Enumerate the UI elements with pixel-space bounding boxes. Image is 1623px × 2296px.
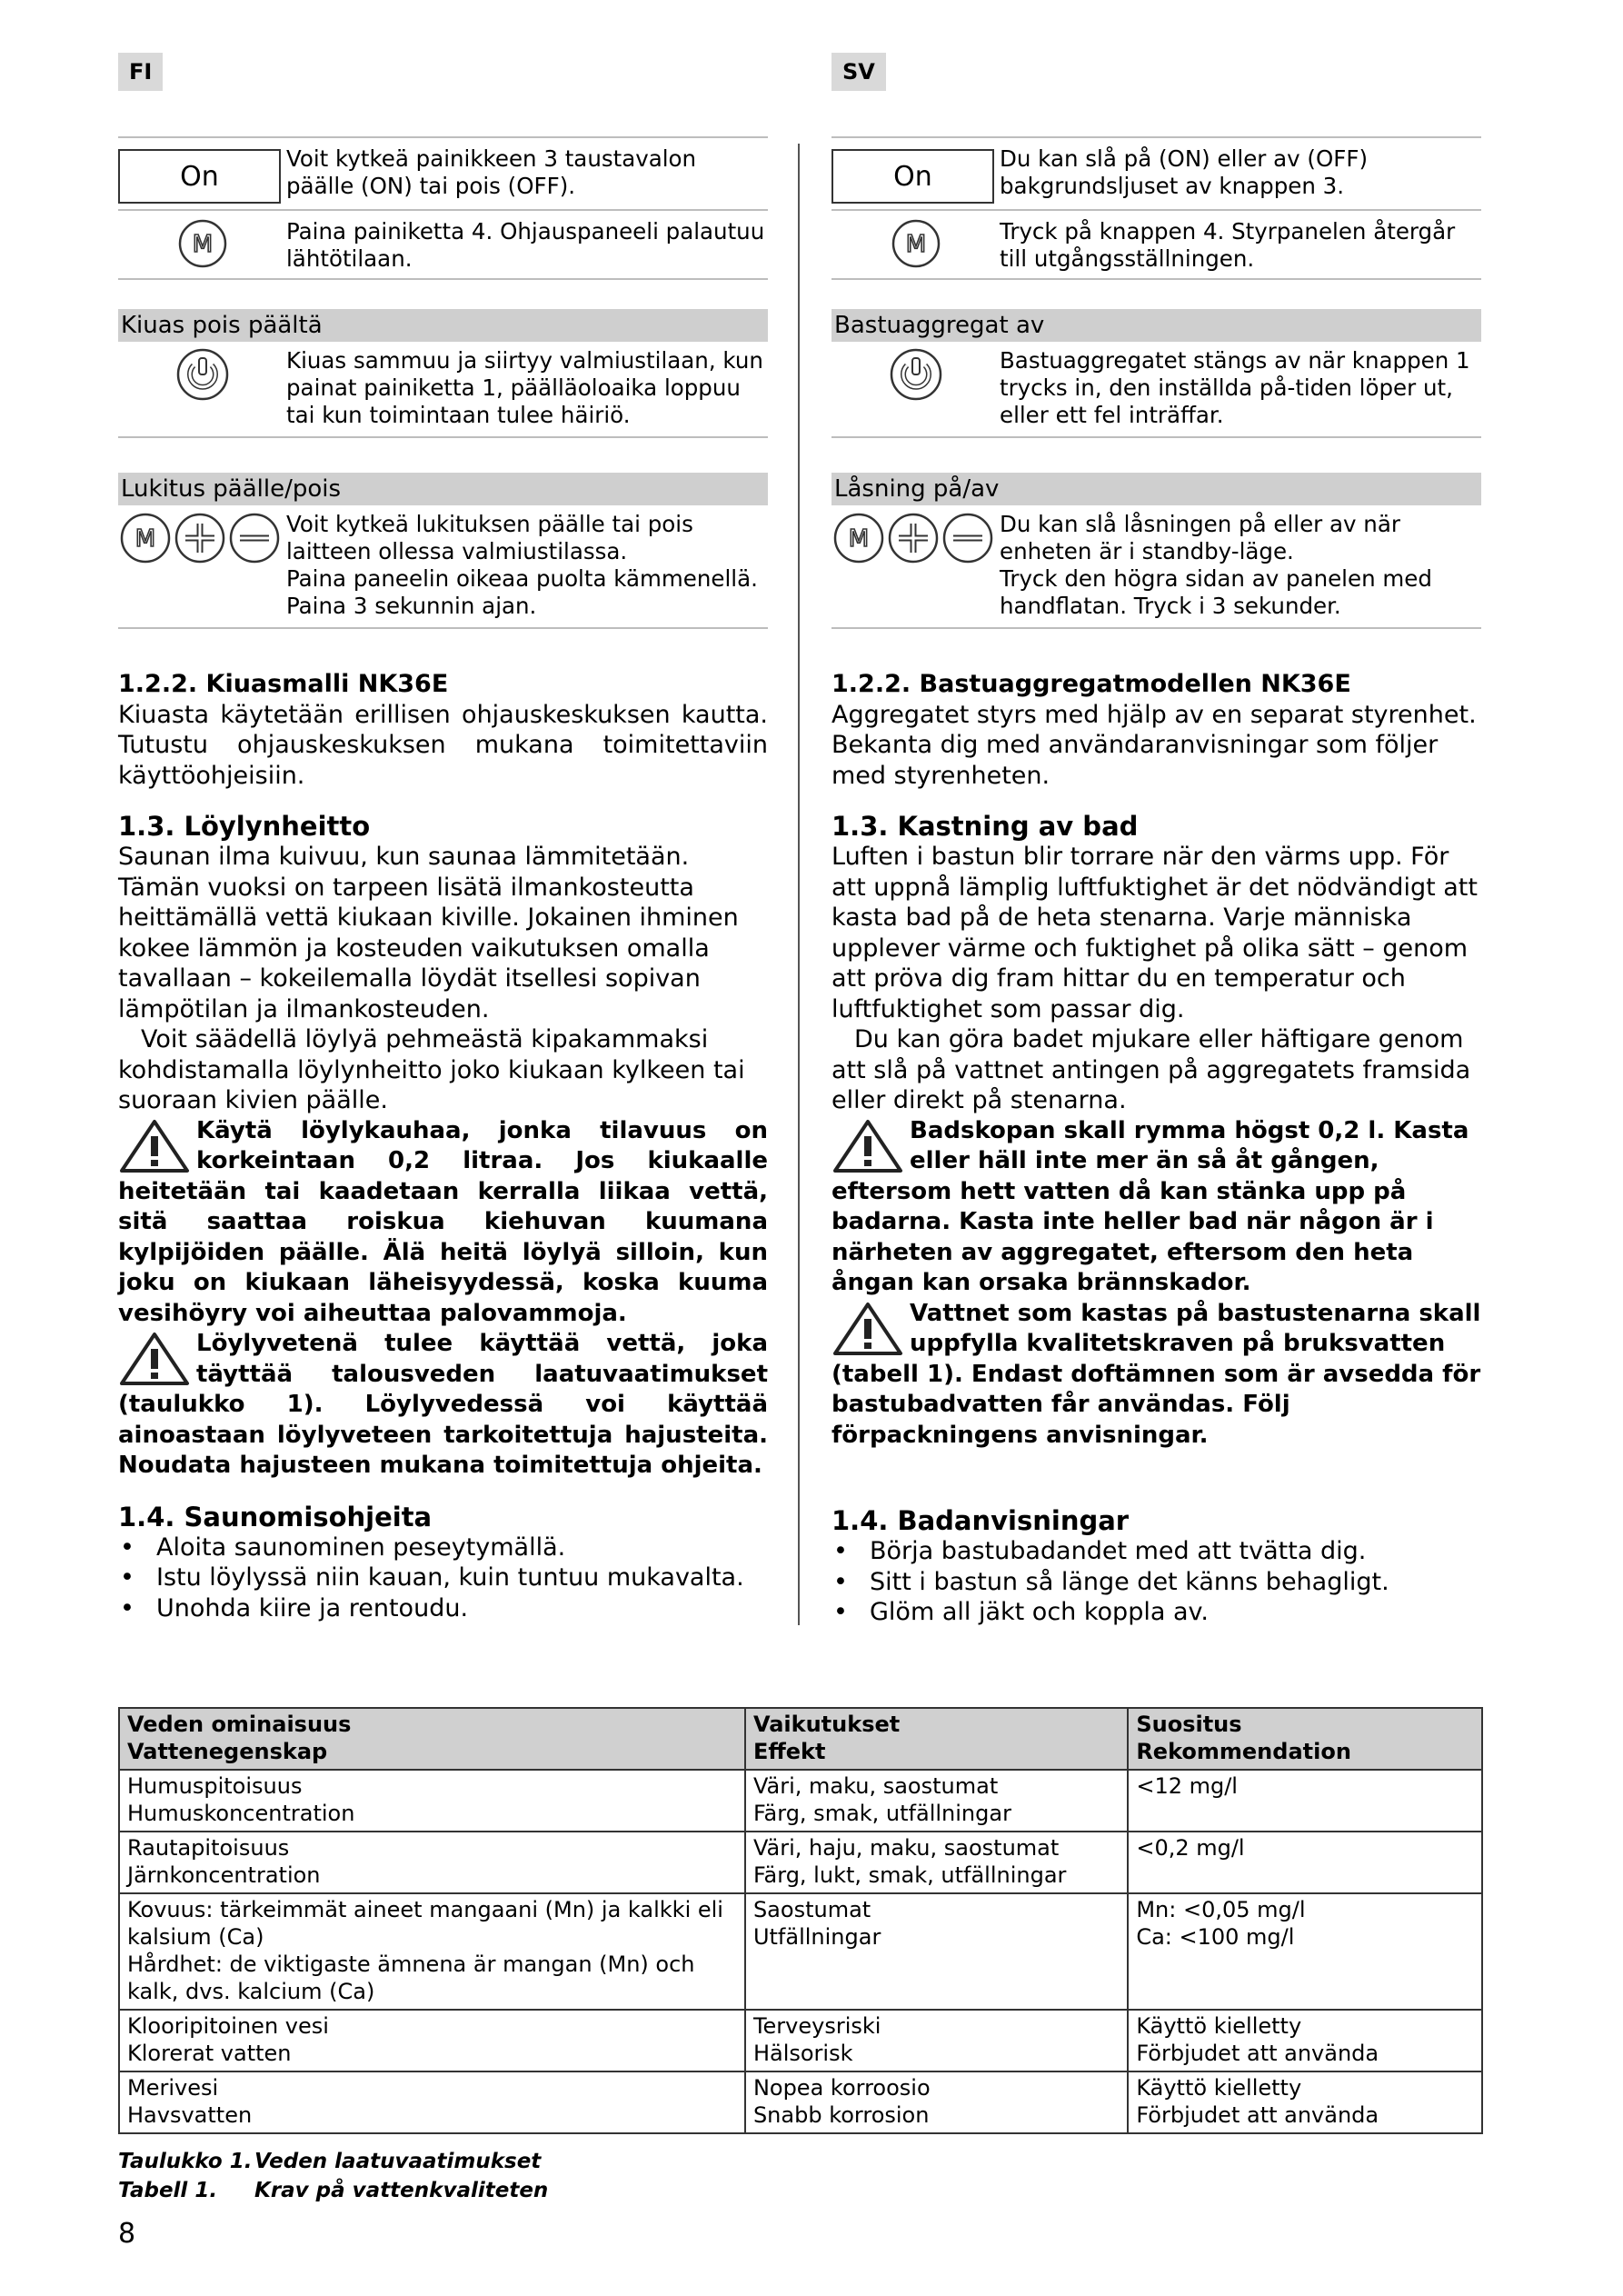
menu-text: Tryck på knappen 4. Styrpanelen återgår till utgångsställningen.	[1000, 218, 1456, 272]
list-item: • Börja bastubadandet med att tvätta dig.	[831, 1536, 1481, 1567]
heater-off-title: Bastuaggregat av	[831, 309, 1481, 342]
backlight-text: Voit kytkeä painikkeen 3 taustavalon päälle (ON) tai pois (OFF).	[286, 145, 697, 199]
steam-paragraph-2: Du kan göra badet mjukare eller häftigare genom att slå på vattnet antingen på aggregatets framsida eller direkt på stenarna.	[831, 1025, 1471, 1114]
heater-off-row	[831, 342, 1481, 438]
table-header-cell: Vaikutukset Effekt	[745, 1708, 1128, 1770]
list-item: • Unohda kiire ja rentoudu.	[118, 1593, 768, 1624]
table-cell: Rautapitoisuus Järnkoncentration	[119, 1832, 745, 1893]
menu-m-icon	[891, 218, 941, 269]
table-row	[119, 1893, 1482, 2010]
backlight-row	[118, 138, 768, 211]
menu-row	[118, 211, 768, 280]
list-item: • Glöm all jäkt och koppla av.	[831, 1597, 1481, 1628]
lock-text-2: Tryck den högra sidan av panelen med handflatan. Tryck i 3 sekunder.	[1000, 565, 1432, 619]
lock-buttons-icon	[831, 511, 995, 565]
table-cell: Käyttö kielletty Förbjudet att använda	[1128, 2071, 1482, 2133]
svg-text:M: M	[192, 231, 213, 258]
svg-text:M: M	[848, 525, 870, 553]
lock-text-2: Paina paneelin oikeaa puolta kämmenellä. Paina 3 sekunnin ajan.	[286, 565, 758, 619]
table-cell: Terveysriski Hälsorisk	[745, 2010, 1128, 2071]
model-text: Aggregatet styrs med hjälp av en separat styrenhet. Bekanta dig med användaranvisningar som följer med styrenheten.	[831, 700, 1477, 790]
warning-2	[831, 1299, 1481, 1452]
svg-text:M: M	[905, 231, 926, 258]
warning-1	[118, 1116, 768, 1330]
warning-2-text: Vattnet som kastas på bastustenarna skall uppfylla kvalitetskraven på bruksvatten (tabell 1). Endast doftämnen som är avsedda för bastubadvatten får användas. Följ förpackningens anvisningar.	[831, 1299, 1481, 1449]
table-row	[119, 1832, 1482, 1893]
table-cell: Nopea korroosio Snabb korrosion	[745, 2071, 1128, 2133]
water-quality-table	[118, 1707, 1483, 2134]
lock-buttons-icon	[118, 511, 282, 565]
heater-off-row	[118, 342, 768, 438]
table-cell: <12 mg/l	[1128, 1770, 1482, 1832]
heater-off-text: Bastuaggregatet stängs av när knappen 1 trycks in, den inställda på-tiden löper ut, eller ett fel inträffar.	[1000, 347, 1470, 428]
svg-text:M: M	[134, 525, 156, 553]
table-caption: Taulukko 1. Veden laatuvaatimukset Tabell 1. Krav på vattenkvaliteten	[118, 2150, 549, 2202]
table-header-row	[119, 1708, 1482, 1770]
backlight-row	[831, 138, 1481, 211]
table-row	[119, 1770, 1482, 1832]
menu-row	[831, 211, 1481, 280]
lock-title: Lukitus päälle/pois	[118, 473, 768, 505]
power-icon	[175, 347, 230, 402]
table-cell: Käyttö kielletty Förbjudet att använda	[1128, 2010, 1482, 2071]
warning-icon	[118, 1331, 191, 1387]
steam-heading: 1.3. Kastning av bad	[831, 811, 1139, 842]
tips-heading: 1.4. Saunomisohjeita	[118, 1501, 433, 1532]
list-item: • Aloita saunominen peseytymällä.	[118, 1532, 768, 1563]
warning-icon	[831, 1118, 904, 1174]
tips-heading: 1.4. Badanvisningar	[831, 1505, 1130, 1536]
language-tag-fi: FI	[118, 53, 163, 91]
warning-1	[831, 1116, 1481, 1299]
table-cell: Mn: <0,05 mg/l Ca: <100 mg/l	[1128, 1893, 1482, 2010]
heater-off-text: Kiuas sammuu ja siirtyy valmiustilaan, kun painat painiketta 1, päälläoloaika loppuu tai kun toimintaan tulee häiriö.	[286, 347, 763, 428]
table-header-cell: Suositus Rekommendation	[1128, 1708, 1482, 1770]
warning-2	[118, 1329, 768, 1482]
warning-1-text: Käytä löylykauhaa, jonka tilavuus on korkeintaan 0,2 litraa. Jos kiukaalle heitetään tai kaadetaan kerralla liikaa vettä, sitä saattaa roiskua kiehuvan kuumana kylpijöiden päälle. Älä heitä löylyä silloin, kun joku on kiukaan läheisyydessä, koska kuuma vesihöyry voi aiheuttaa palovammoja.	[118, 1116, 768, 1327]
language-tag-sv: SV	[831, 53, 886, 91]
finnish-column	[118, 136, 768, 1623]
table-cell: Klooripitoinen vesi Klorerat vatten	[119, 2010, 745, 2071]
warning-icon	[118, 1118, 191, 1174]
table-cell: Kovuus: tärkeimmät aineet mangaani (Mn) ja kalkki eli kalsium (Ca) Hårdhet: de viktigaste ämnena är mangan (Mn) och kalk, dvs. kalcium (Ca)	[119, 1893, 745, 2010]
lock-row	[118, 505, 768, 629]
model-text: Kiuasta käytetään erillisen ohjauskeskuksen kautta. Tutustu ohjauskeskuksen mukana toimitettaviin käyttöohjeisiin.	[118, 700, 768, 790]
table-cell: Humuspitoisuus Humuskoncentration	[119, 1770, 745, 1832]
warning-2-text: Löylyvetenä tulee käyttää vettä, joka täyttää talousveden laatuvaatimukset (taulukko 1). Löylyvedessä voi käyttää ainoastaan löylyveteen tarkoitettuja hajusteita. Noudata hajusteen mukana toimitettuja ohjeita.	[118, 1330, 768, 1479]
warning-1-text: Badskopan skall rymma högst 0,2 l. Kasta eller häll inte mer än så åt gången, eftersom hett vatten då kan stänka upp på badarna. Kasta inte heller bad när någon är i närheten av aggregatet, eftersom den heta ångan kan orsaka brännskador.	[831, 1116, 1469, 1296]
page-number: 8	[118, 2218, 136, 2250]
lock-row	[831, 505, 1481, 629]
model-heading: 1.2.2. Kiuasmalli NK36E	[118, 670, 449, 698]
swedish-column	[831, 136, 1481, 1628]
heater-off-title: Kiuas pois päältä	[118, 309, 768, 342]
menu-text: Paina painiketta 4. Ohjauspaneeli palautuu lähtötilaan.	[286, 218, 765, 272]
warning-icon	[831, 1301, 904, 1357]
power-icon	[889, 347, 943, 402]
tips-list	[118, 1532, 768, 1624]
table-row	[119, 2071, 1482, 2133]
steam-paragraph-1: Saunan ilma kuivuu, kun saunaa lämmitetään. Tämän vuoksi on tarpeen lisätä ilmankosteutta heittämällä vettä kiukaan kiville. Jokainen ihminen kokee lämmön ja kosteuden vaikutuksen omalla tavallaan – kokeilemalla löydät itsellesi sopivan lämpötilan ja ilmankosteuden.	[118, 843, 739, 1023]
table-cell: <0,2 mg/l	[1128, 1832, 1482, 1893]
column-divider	[798, 144, 800, 1625]
table-row	[119, 2010, 1482, 2071]
table-cell: Saostumat Utfällningar	[745, 1893, 1128, 2010]
table-cell: Väri, maku, saostumat Färg, smak, utfällningar	[745, 1770, 1128, 1832]
table-cell: Merivesi Havsvatten	[119, 2071, 745, 2133]
list-item: • Istu löylyssä niin kauan, kuin tuntuu mukavalta.	[118, 1562, 768, 1593]
table-header-cell: Veden ominaisuus Vattenegenskap	[119, 1708, 745, 1770]
on-button-icon: On	[118, 149, 281, 204]
menu-m-icon	[177, 218, 228, 269]
steam-heading: 1.3. Löylynheitto	[118, 811, 371, 842]
tips-list	[831, 1536, 1481, 1628]
table-cell: Väri, haju, maku, saostumat Färg, lukt, smak, utfällningar	[745, 1832, 1128, 1893]
lock-text-1: Voit kytkeä lukituksen päälle tai pois laitteen ollessa valmiustilassa.	[286, 511, 693, 564]
lock-text-1: Du kan slå låsningen på eller av när enheten är i standby-läge.	[1000, 511, 1400, 564]
steam-paragraph-1: Luften i bastun blir torrare när den värms upp. För att uppnå lämplig luftfuktighet är det nödvändigt att kasta bad på de heta stenarna. Varje människa upplever värme och fuktighet på olika sätt – genom att pröva dig fram hittar du en temperatur och luftfuktighet som passar dig.	[831, 843, 1478, 1023]
backlight-text: Du kan slå på (ON) eller av (OFF) bakgrundsljuset av knappen 3.	[1000, 145, 1369, 199]
model-heading: 1.2.2. Bastuaggregatmodellen NK36E	[831, 670, 1351, 698]
on-button-icon: On	[831, 149, 994, 204]
steam-paragraph-2: Voit säädellä löylyä pehmeästä kipakammaksi kohdistamalla löylynheitto joko kiukaan kylkeen tai suoraan kivien päälle.	[118, 1025, 745, 1114]
lock-title: Låsning på/av	[831, 473, 1481, 505]
list-item: • Sitt i bastun så länge det känns behagligt.	[831, 1567, 1481, 1598]
